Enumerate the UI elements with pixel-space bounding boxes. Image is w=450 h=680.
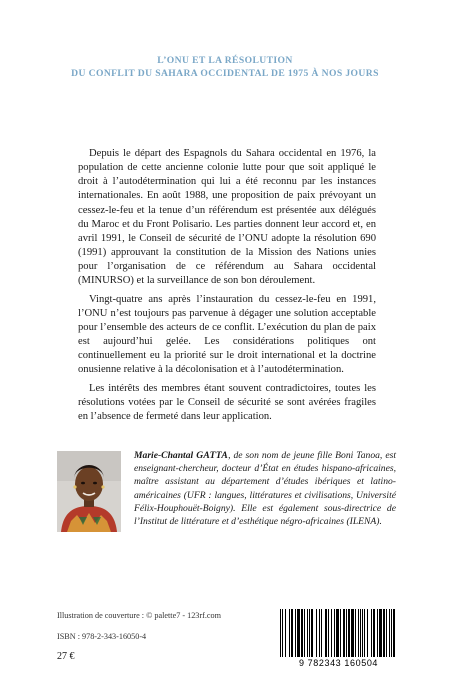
barcode-bar: [301, 609, 303, 657]
title-line-1: L’ONU ET LA RÉSOLUTION: [157, 55, 293, 66]
barcode-bar: [311, 609, 313, 657]
barcode: [277, 609, 400, 659]
barcode-bar: [351, 609, 354, 657]
barcode-bar: [319, 609, 320, 657]
barcode-bar: [377, 609, 378, 657]
barcode-digits: 9 782343 160504: [298, 658, 379, 668]
author-bio: [134, 449, 396, 528]
barcode-bar: [379, 609, 382, 657]
barcode-bar: [346, 609, 347, 657]
barcode-bar: [289, 609, 290, 657]
barcode-bar: [391, 609, 392, 657]
barcode-bar: [355, 609, 356, 657]
barcode-bar: [383, 609, 385, 657]
summary-paragraph-2: Vingt-quatre ans après l’instauration du cessez-le-feu en 1991, l’ONU n’est toujours pas parvenue à dégager une solution acceptable pour l’ensemble des acteurs de ce conflit. L’exécution du plan de paix est aujourd’hui gelée. Les considérations politiques ont continuellement eu la priorité sur le droit international et la doctrine onusienne relative à la décolonisation et à l’autodétermination.: [78, 293, 376, 376]
barcode-bar: [371, 609, 372, 657]
summary-paragraph-3: Les intérêts des membres étant souvent contradictoires, toutes les résolutions votées par le Conseil de sécurité se sont avérées fragiles en l’absence de fermeté dans leur application.: [78, 382, 376, 422]
back-cover-title: [0, 54, 450, 80]
barcode-bar: [295, 609, 296, 657]
barcode-bar: [362, 609, 363, 657]
barcode-bar: [373, 609, 375, 657]
barcode-bar: [331, 609, 332, 657]
barcode-bar: [285, 609, 286, 657]
barcode-bar: [343, 609, 345, 657]
barcode-bar: [321, 609, 322, 657]
barcode-bar: [386, 609, 387, 657]
author-bio-text: , de son nom de jeune fille Boni Tanoa, est enseignant-chercheur, docteur d’État en études hispano-africaines, maître assistant au département d’études ibériques et latino-américaines (UFR : langues, littératures et civilisations, Université Félix-Houphouët-Boigny). Elle est également sous-directrice de l’Institut de littérature et d’esthétique négro-africaines (ILENA).: [134, 450, 396, 528]
barcode-bar: [389, 609, 390, 657]
barcode-bar: [316, 609, 317, 657]
barcode-bar: [297, 609, 300, 657]
cover-illustration-credit: Illustration de couverture : © palette7 - 123rf.com: [57, 611, 222, 620]
barcode-bar: [393, 609, 395, 657]
author-name: [134, 450, 228, 461]
summary-paragraph-1: Depuis le départ des Espagnols du Sahara occidental en 1976, la population de cette ancienne colonie lutte pour que soit appliqué le droit à l’autodétermination qui lui a été reconnu par les instances internationales. En août 1988, une proposition de paix prévoyant un cessez-le-feu et la tenue d’un référendum est présentée aux délégués du Maroc et du Front Polisario. Les parties donnent leur accord et, en avril 1991, le Conseil de sécurité de l’ONU adopte la résolution 690 (1991) approuvant la constitution de la Mission des Nations unies pour l’organisation de ce référendum au Sahara occidental (MINURSO) et la surveillance de son bon déroulement.: [78, 148, 376, 287]
barcode-bar: [367, 609, 368, 657]
barcode-bar: [325, 609, 327, 657]
barcode-bar: [348, 609, 350, 657]
barcode-bar: [280, 609, 281, 657]
barcode-bar: [340, 609, 341, 657]
barcode-bar: [358, 609, 359, 657]
barcode-bar: [364, 609, 365, 657]
author-photo: [57, 451, 121, 532]
isbn: ISBN : 978-2-343-16050-4: [57, 632, 147, 641]
barcode-bar: [360, 609, 361, 657]
summary-text: [78, 147, 376, 428]
author-first-name: Marie-Chantal: [134, 450, 197, 461]
barcode-bar: [334, 609, 335, 657]
author-last-name: GATTA: [196, 450, 229, 461]
price: 27 €: [57, 651, 75, 662]
barcode-bar: [307, 609, 308, 657]
barcode-bar: [291, 609, 293, 657]
barcode-bar: [282, 609, 283, 657]
barcode-bar: [309, 609, 310, 657]
title-line-2: DU CONFLIT DU SAHARA OCCIDENTAL DE 1975 À NOS JOURS: [71, 68, 379, 79]
barcode-bar: [328, 609, 329, 657]
barcode-bar: [336, 609, 339, 657]
barcode-bar: [304, 609, 305, 657]
